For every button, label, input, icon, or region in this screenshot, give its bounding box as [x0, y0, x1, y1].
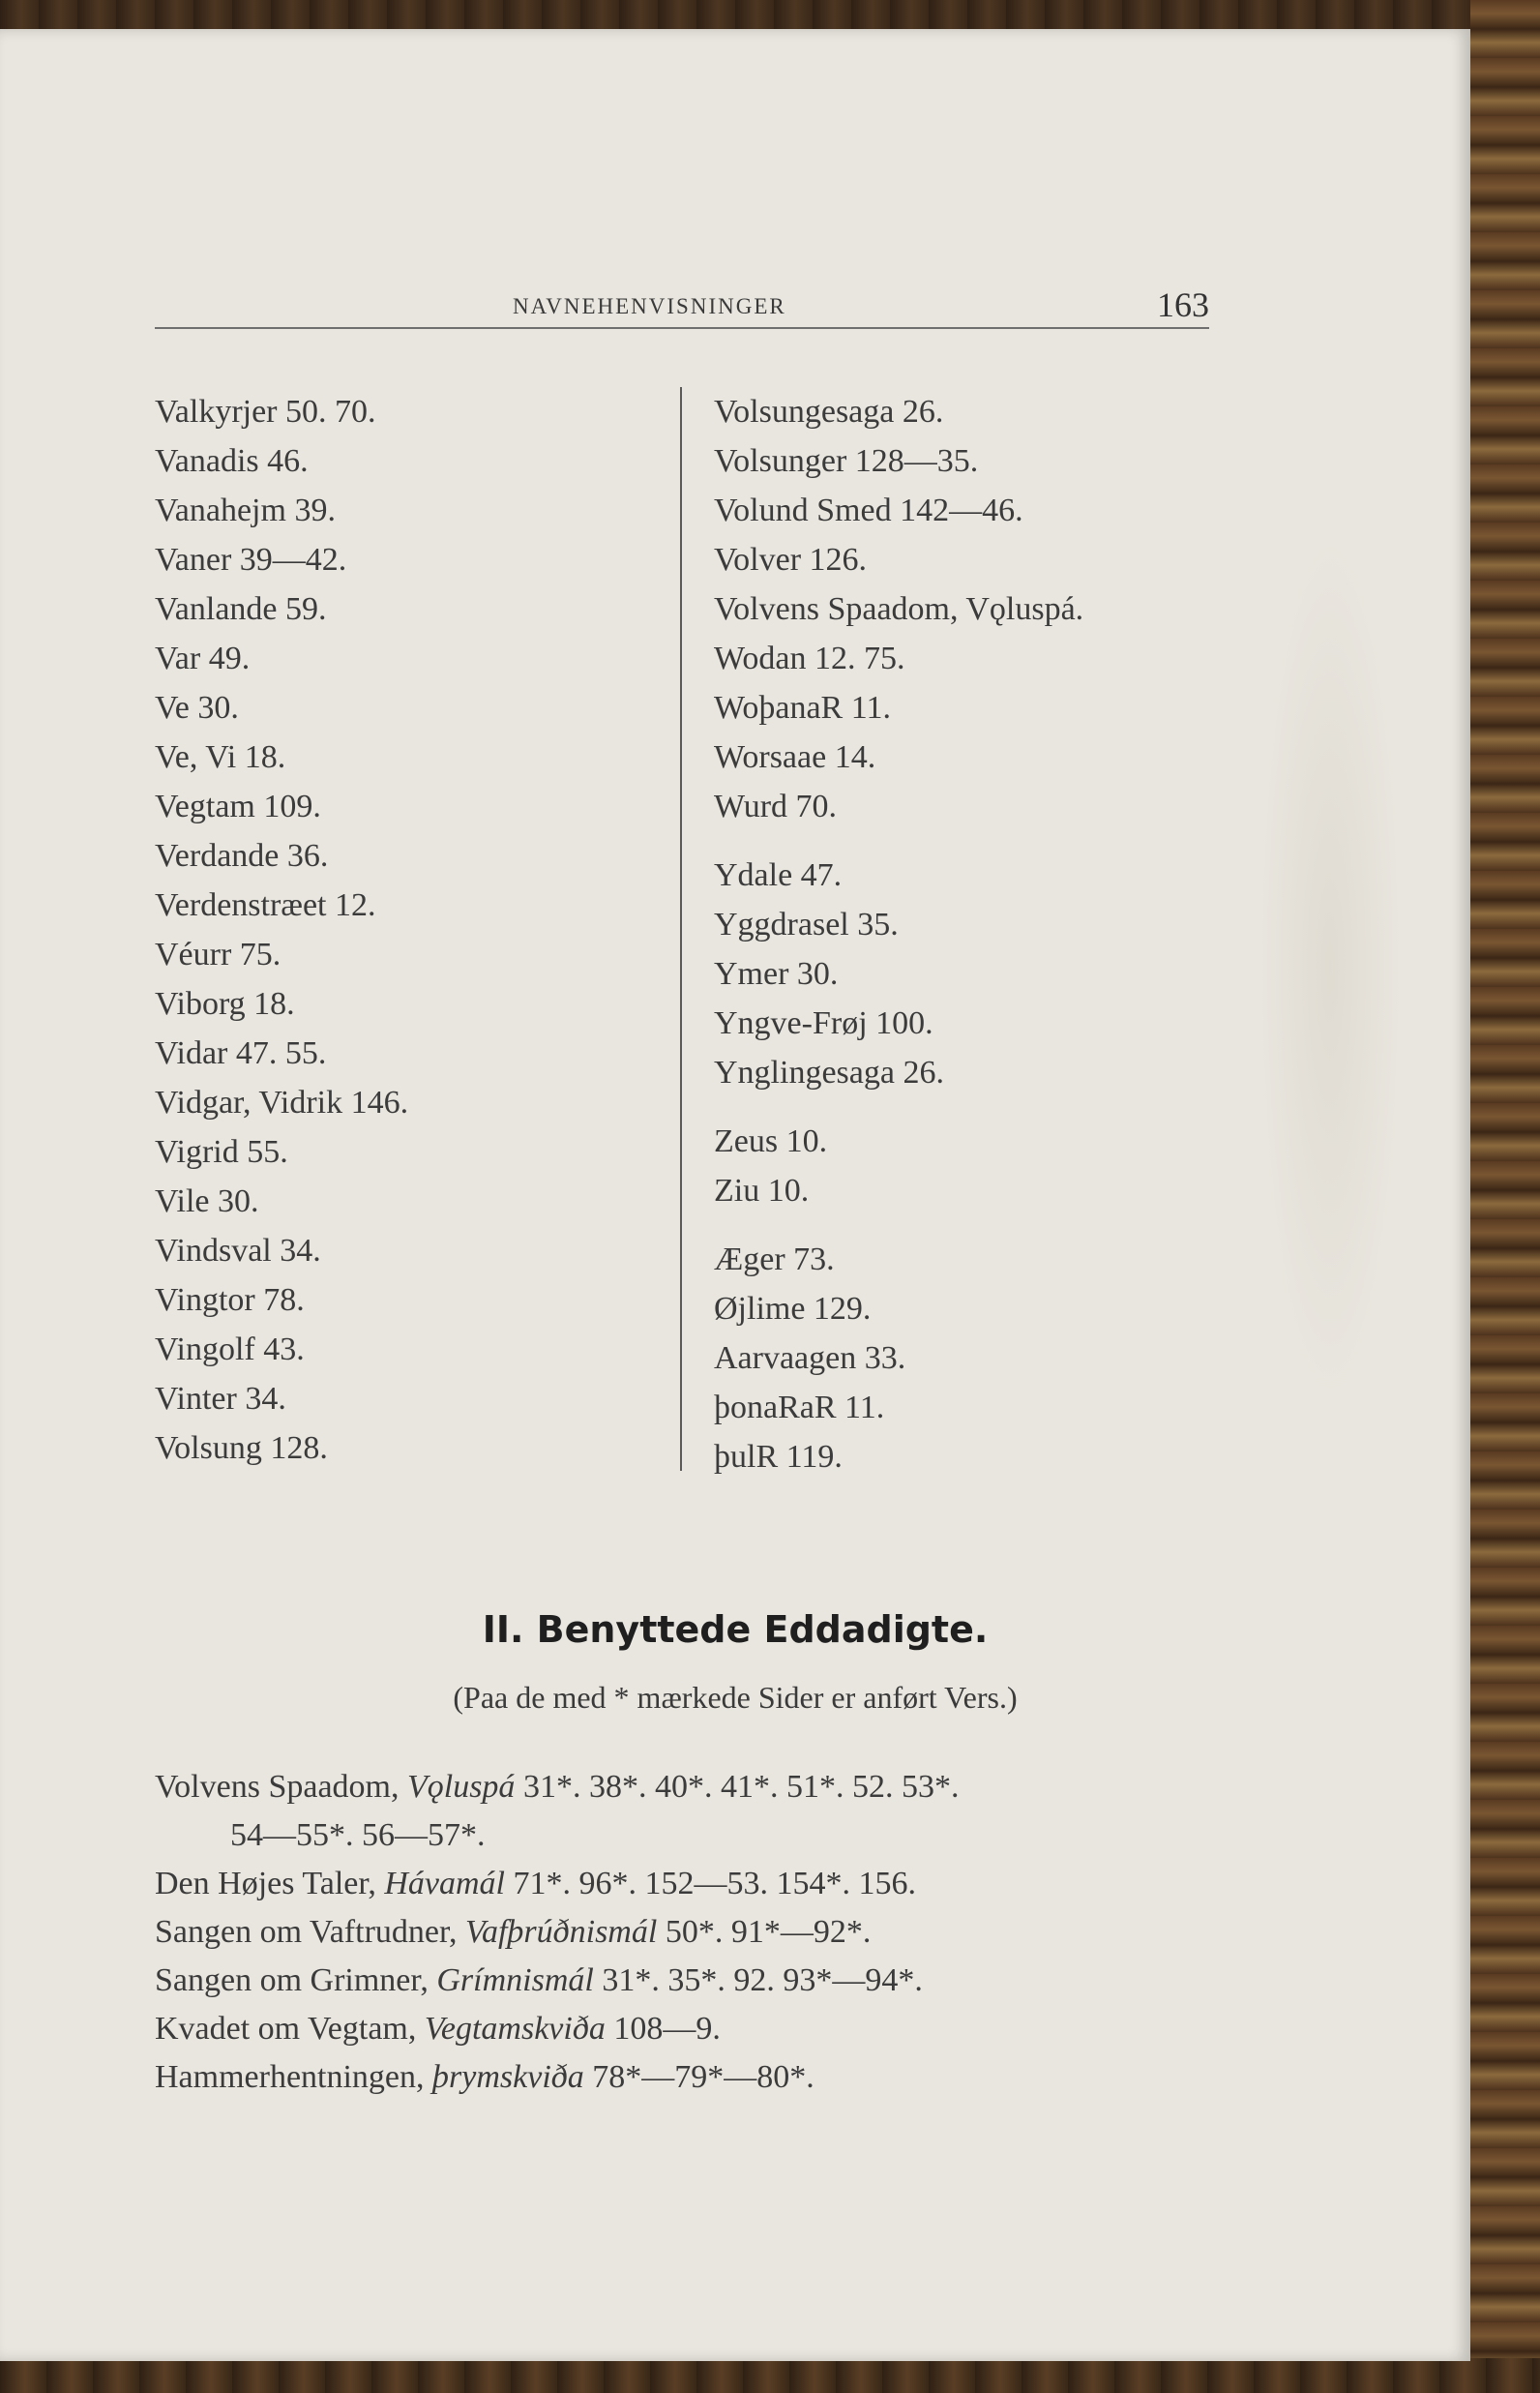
index-entry: Yngve-Frøj 100. [714, 1005, 933, 1041]
poem-title: Hávamál [384, 1866, 505, 1901]
index-entry: Vaner 39—42. [155, 542, 347, 578]
page-stain [1258, 532, 1403, 1403]
index-entry: Vigrid 55. [155, 1134, 288, 1170]
running-head [155, 269, 1209, 329]
poem-name: Kvadet om Vegtam, [155, 2011, 425, 2047]
index-entry: Volund Smed 142—46. [714, 493, 1023, 528]
index-entry: Verdenstræet 12. [155, 887, 376, 923]
poem-name: Volvens Spaadom, [155, 1769, 407, 1805]
index-entry: Vanadis 46. [155, 443, 309, 479]
index-entry: Ve, Vi 18. [155, 739, 286, 775]
poem-entry [155, 1860, 1238, 1908]
index-entry: Véurr 75. [155, 937, 281, 972]
index-entry: Volsung 128. [155, 1430, 328, 1466]
poem-title: Grímnismál [436, 1962, 594, 1998]
index-entry: Zeus 10. [714, 1123, 828, 1159]
index-entry: Volvens Spaadom, Vǫluspá. [714, 591, 1084, 627]
index-entry: þulR 119. [714, 1439, 843, 1475]
poem-pages: 50*. 91*—92*. [665, 1914, 872, 1950]
poem-title: Vafþrúðnismál [464, 1914, 658, 1950]
section-title: II. Benyttede Eddadigte. [482, 1608, 989, 1651]
poem-name: Sangen om Grimner, [155, 1962, 437, 1998]
top-edge [0, 0, 1540, 33]
poem-name: Hammerhentningen, [155, 2059, 433, 2095]
poem-entry [155, 1908, 1238, 1957]
index-entry: Vanahejm 39. [155, 493, 336, 528]
book-page [0, 29, 1470, 2361]
marbled-edge [1470, 0, 1540, 2393]
group-gap [714, 1097, 1256, 1117]
index-entry: Vingtor 78. [155, 1282, 305, 1318]
index-entry: Yggdrasel 35. [714, 907, 899, 942]
index-entry: Wurd 70. [714, 789, 838, 824]
bottom-edge [0, 2358, 1540, 2393]
page-number: 163 [1157, 285, 1209, 324]
index-entry: Æger 73. [714, 1241, 835, 1277]
poem-title: þrymskviða [432, 2059, 584, 2095]
running-title: NAVNEHENVISNINGER [513, 294, 786, 318]
index-entry: Vindsval 34. [155, 1233, 321, 1269]
section-subtitle: (Paa de med * mærkede Sider er anført Vers.) [453, 1680, 1018, 1715]
poem-name: Den Højes Taler, [155, 1866, 385, 1901]
poem-entry [155, 1957, 1238, 2005]
poem-list [155, 1763, 1238, 2102]
group-gap [714, 1215, 1256, 1235]
poem-title: Vǫluspá [406, 1769, 516, 1805]
group-gap [714, 831, 1256, 851]
index-entry: Viborg 18. [155, 986, 295, 1022]
poem-title: Vegtamskviða [424, 2011, 606, 2047]
index-entry: Wodan 12. 75. [714, 641, 905, 676]
index-entry: Var 49. [155, 641, 251, 676]
index-entry: Volsunger 128—35. [714, 443, 979, 479]
poem-pages: 78*—79*—80*. [592, 2059, 814, 2095]
index-entry: Vidar 47. 55. [155, 1035, 327, 1071]
index-entry: Volver 126. [714, 542, 868, 578]
column-divider [680, 387, 682, 1471]
index-entry: Ymer 30. [714, 956, 839, 992]
index-entry: Vanlande 59. [155, 591, 327, 627]
poem-pages: 31*. 35*. 92. 93*—94*. [602, 1962, 923, 1998]
index-entry: Ydale 47. [714, 857, 843, 893]
index-entry: Ziu 10. [714, 1173, 810, 1209]
poem-entry [155, 2053, 1238, 2102]
index-column-right [714, 387, 1256, 1481]
poem-pages: 31*. 38*. 40*. 41*. 51*. 52. 53*. [522, 1769, 960, 1805]
index-entry: Vile 30. [155, 1183, 259, 1219]
index-entry: Worsaae 14. [714, 739, 876, 775]
poem-entry [155, 1811, 1238, 1860]
index-entry: Ve 30. [155, 690, 239, 726]
index-entry: þonaRaR 11. [714, 1390, 885, 1425]
poem-entry [155, 2005, 1238, 2053]
index-entry: Aarvaagen 33. [714, 1340, 906, 1376]
index-entry: WoþanaR 11. [714, 690, 891, 726]
index-entry: Ynglingesaga 26. [714, 1055, 944, 1091]
poem-entry [155, 1763, 1238, 1811]
poem-pages: 54—55*. 56—57*. [230, 1817, 486, 1853]
index-entry: Valkyrjer 50. 70. [155, 394, 376, 430]
index-entry: Vidgar, Vidrik 146. [155, 1085, 409, 1121]
poem-pages: 71*. 96*. 152—53. 154*. 156. [513, 1866, 916, 1901]
poem-pages: 108—9. [613, 2011, 721, 2047]
index-entry: Verdande 36. [155, 838, 329, 874]
index-column-left [155, 387, 677, 1473]
index-entry: Vingolf 43. [155, 1331, 305, 1367]
poem-name: Sangen om Vaftrudner, [155, 1914, 465, 1950]
index-entry: Vegtam 109. [155, 789, 321, 824]
index-entry: Vinter 34. [155, 1381, 286, 1417]
index-entry: Volsungesaga 26. [714, 394, 944, 430]
index-entry: Øjlime 129. [714, 1291, 872, 1327]
